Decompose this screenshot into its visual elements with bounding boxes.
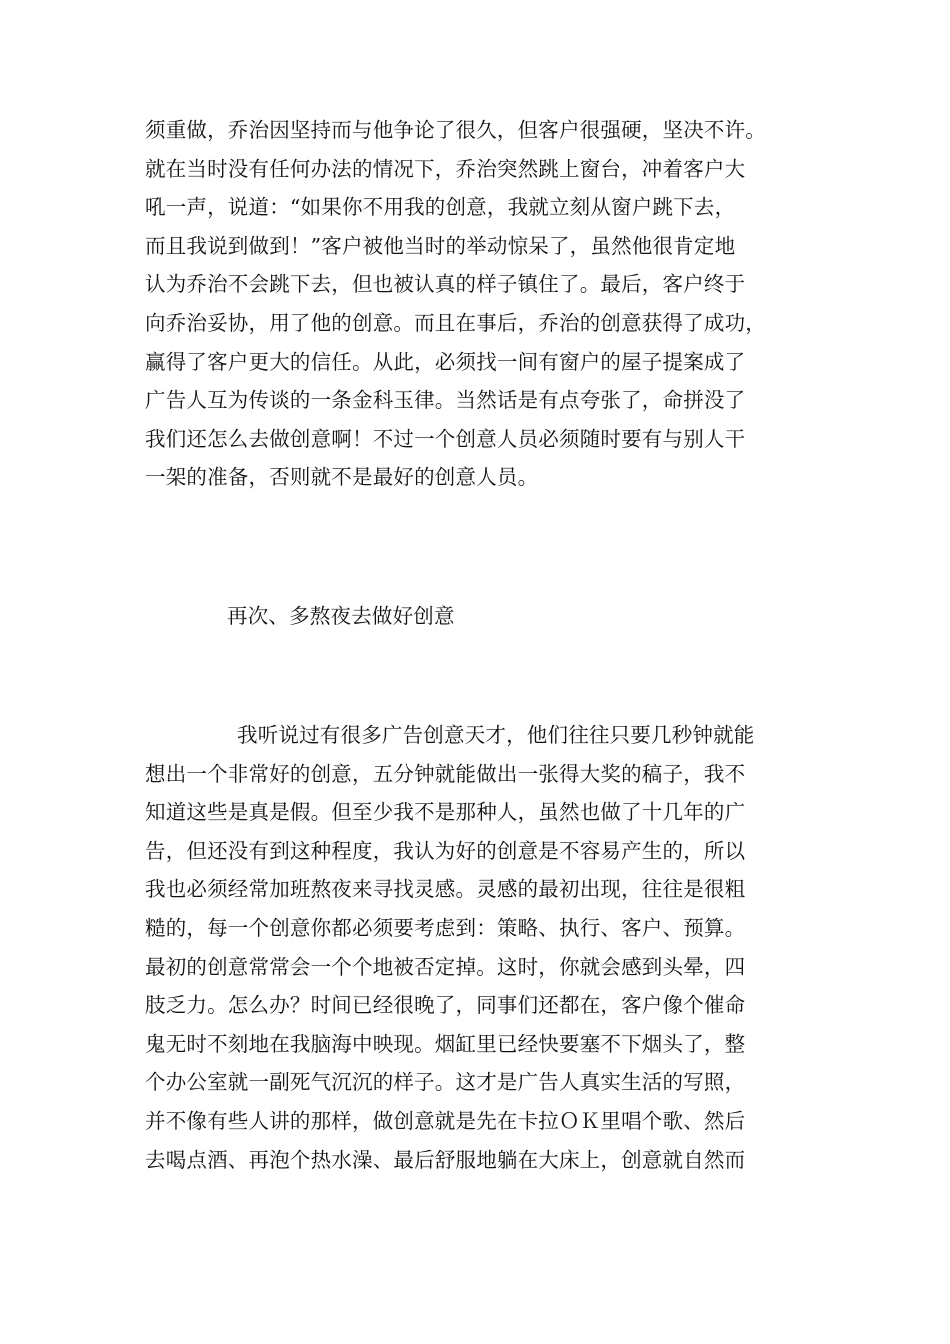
text-line: 告，但还没有到这种程度，我认为好的创意是不容易产生的，所以 xyxy=(145,838,746,863)
text-line: 广告人互为传谈的一条金科玉律。当然话是有点夸张了，命拼没了 xyxy=(145,388,746,413)
text-line: 糙的，每一个创意你都必须要考虑到：策略、执行、客户、预算。 xyxy=(145,915,746,940)
text-line: 认为乔治不会跳下去，但也被认真的样子镇住了。最后，客户终于 xyxy=(145,272,746,297)
text-line: 就在当时没有任何办法的情况下，乔治突然跳上窗台，冲着客户大 xyxy=(145,156,746,181)
text-line: 须重做，乔治因坚持而与他争论了很久，但客户很强硬，坚决不许。 xyxy=(145,118,766,142)
text-line-first: 我听说过有很多广告创意天才，他们往往只要几秒钟就能 xyxy=(237,723,755,747)
text-line: 知道这些是真是假。但至少我不是那种人，虽然也做了十几年的广 xyxy=(145,800,746,825)
text-line: 而且我说到做到！”客户被他当时的举动惊呆了，虽然他很肯定地 xyxy=(145,233,736,258)
text-line: 肢乏力。怎么办？时间已经很晚了，同事们还都在，客户像个催命 xyxy=(145,993,746,1018)
text-line: 去喝点酒、再泡个热水澡、最后舒服地躺在大床上，创意就自然而 xyxy=(145,1147,746,1172)
text-line: 并不像有些人讲的那样，做创意就是先在卡拉ＯＫ里唱个歌、然后 xyxy=(145,1108,746,1133)
text-line: 个办公室就一副死气沉沉的样子。这才是广告人真实生活的写照， xyxy=(145,1070,746,1095)
paragraph-2 xyxy=(145,716,825,1179)
section-heading: 再次、多熬夜去做好创意 xyxy=(227,604,455,628)
text-line: 吼一声，说道：“如果你不用我的创意，我就立刻从窗户跳下去， xyxy=(145,195,736,220)
text-line: 想出一个非常好的创意，五分钟就能做出一张得大奖的稿子，我不 xyxy=(145,761,746,786)
text-line: 最初的创意常常会一个个地被否定掉。这时，你就会感到头晕，四 xyxy=(145,954,746,979)
text-line: 赢得了客户更大的信任。从此，必须找一间有窗户的屋子提案成了 xyxy=(145,349,746,374)
text-line: 鬼无时不刻地在我脑海中映现。烟缸里已经快要塞不下烟头了，整 xyxy=(145,1031,746,1056)
text-line: 向乔治妥协，用了他的创意。而且在事后，乔治的创意获得了成功， xyxy=(145,310,766,335)
text-line: 一架的准备，否则就不是最好的创意人员。 xyxy=(145,465,539,490)
text-line: 我也必须经常加班熬夜来寻找灵感。灵感的最初出现，往往是很粗 xyxy=(145,877,746,902)
text-line: 我们还怎么去做创意啊！不过一个创意人员必须随时要有与别人干 xyxy=(145,426,746,451)
paragraph-1 xyxy=(145,111,825,497)
